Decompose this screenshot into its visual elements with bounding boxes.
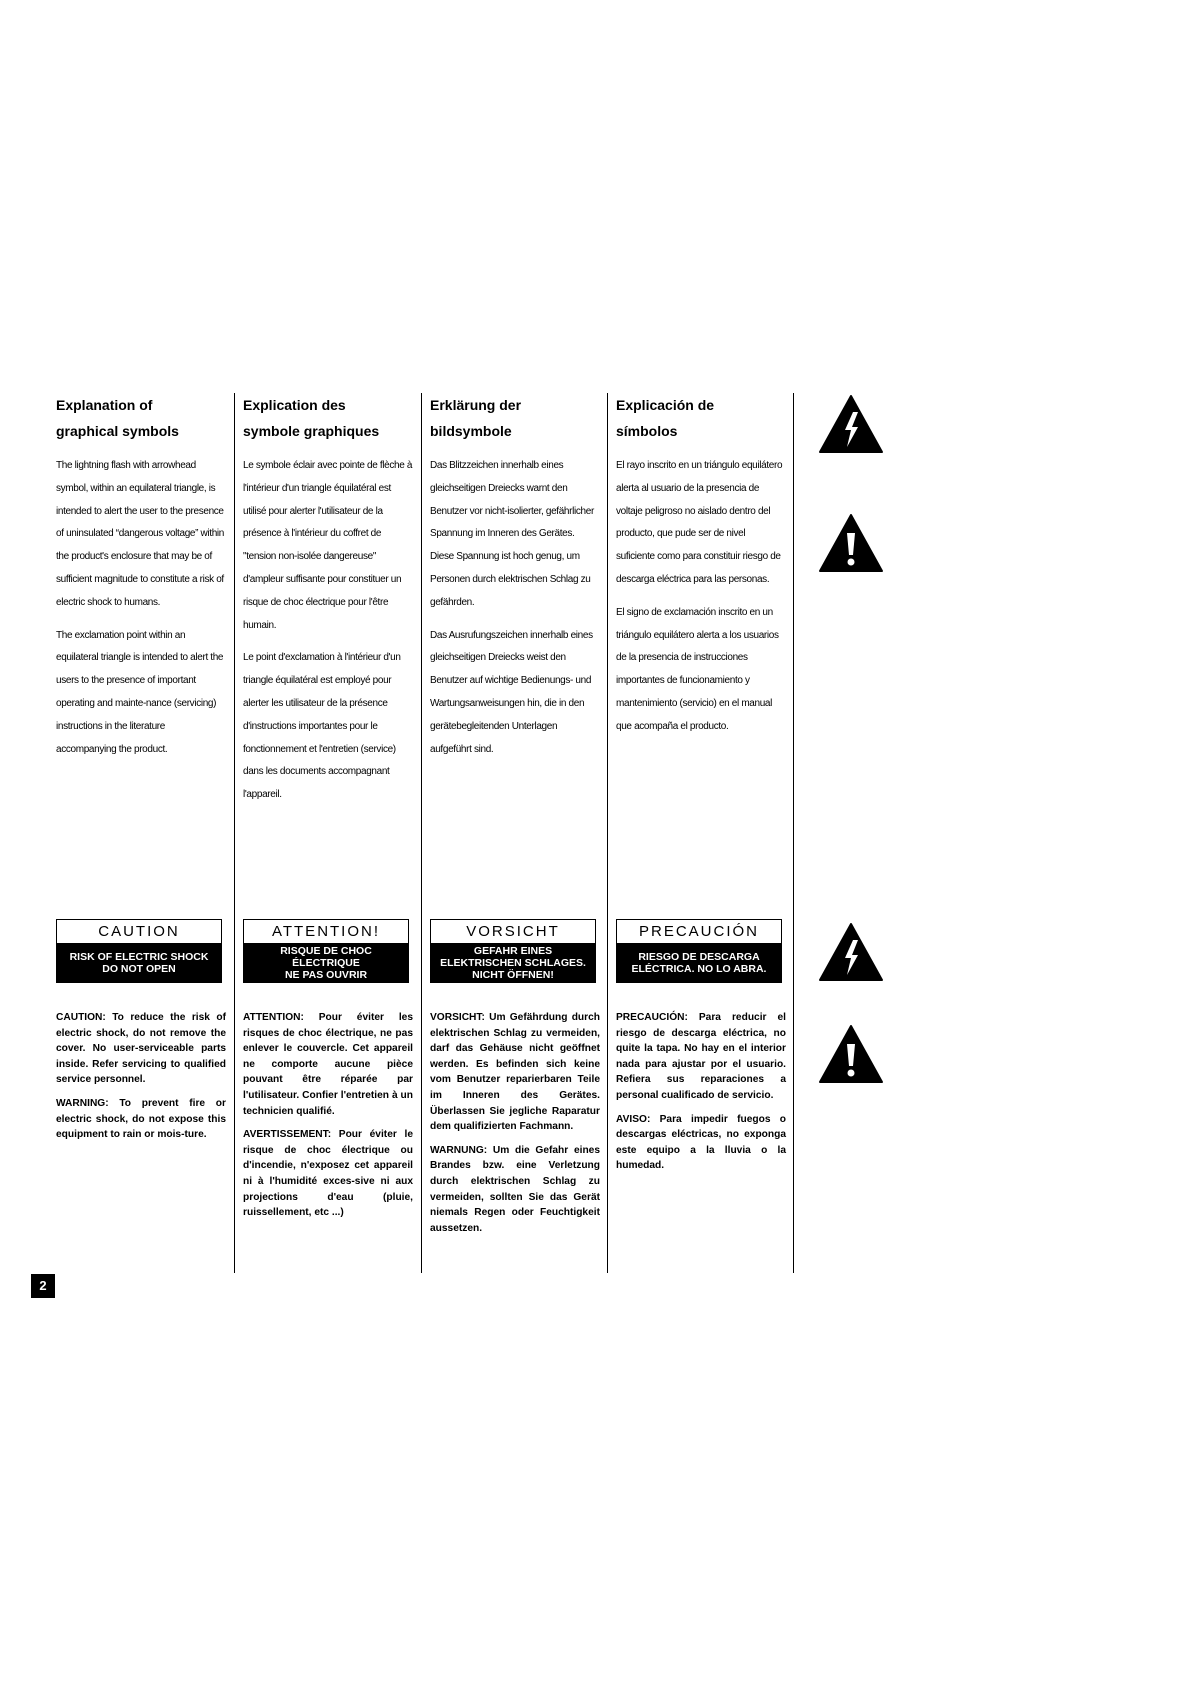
caution-label [243,919,409,983]
caution-label-heading: ATTENTION! [271,923,381,940]
lightning-triangle-icon [818,394,884,454]
caution-label-body: GEFAHR EINES ELEKTRISCHEN SCHLAGES. NICHT ÖFFNEN! [431,943,595,982]
symbol-explanation-text: Das Blitzzeichen innerhalb eines gleichseitigen Dreiecks warnt den Benutzer vor nicht-isolierter, gefährlicher Spannung im Inneren des Gerätes. Diese Spannung ist hoch genug, um Personen durch elektrischen Schlag zu gefährden. Das Ausrufungszeichen innerhalb eines gleichseitigen Dreiecks weist den Benutzer auf wichtige Bedienungs- und Wartungsanweisungen hin, die in den gerätebegleitenden Unterlagen aufgeführt sind. [430,460,594,755]
symbol-explanation-text: El rayo inscrito en un triángulo equilátero alerta al usuario de la presencia de voltaje peligroso no aislado dentro del producto, que pude ser de nivel suficiente como para constituir riesgo de descarga eléctrica para las personas. El signo de exclamación inscrito en un triángulo equilátero alerta a los usuarios de la presencia de instrucciones importantes de funcionamiento y mantenimiento (servicio) en el manual que acompaña el producto. [616,460,783,732]
column-title: Erklärung der bildsymbole [430,397,522,439]
warning-text: CAUTION: To reduce the risk of electric shock, do not remove the cover. No user-serviceable parts inside. Refer servicing to qualified service personnel. WARNING: To prevent fire or electric shock, do not expose this equipment to rain or mois-ture. [56,1012,226,1141]
caution-label [616,919,782,983]
caution-label-body: RISQUE DE CHOC ÉLECTRIQUE NE PAS OUVRIR [244,943,408,982]
caution-label [56,919,222,983]
column-divider [421,393,422,1273]
column-divider [234,393,235,1273]
page-number: 2 [31,1274,55,1298]
caution-label-body: RIESGO DE DESCARGA ELÉCTRICA. NO LO ABRA. [617,943,781,982]
exclamation-triangle-icon [818,513,884,573]
caution-label [430,919,596,983]
warning-text: PRECAUCIÓN: Para reducir el riesgo de descarga eléctrica, no quite la tapa. No hay en el interior nada para ajustar por el usuario. Refiera sus reparaciones a personal cualificado de servicio. AVISO: Para impedir fuegos o descargas eléctricas, no exponga este equipo a la lluvia o la humedad. [616,1012,786,1172]
caution-label-heading: PRECAUCIÓN [638,923,759,940]
caution-label-heading: VORSICHT [466,923,560,940]
column-divider [793,393,794,1273]
caution-label-heading: CAUTION [98,923,180,940]
column-title: Explication des symbole graphiques [243,397,380,439]
warning-text: VORSICHT: Um Gefährdung durch elektrischen Schlag zu vermeiden, darf das Gehäuse nicht geöffnet werden. Es befinden sich keine vom Benutzer reparierbaren Teile im Inneren des Gerätes. Überlassen Sie jegliche Raparatur dem qualifizierten Fachmann. WARNUNG: Um die Gefahr eines Brandes bzw. eine Verletzung durch elektrischen Schlag zu vermeiden, sollten Sie das Gerät niemals Regen oder Feuchtigkeit aussetzen. [430,1012,600,1234]
column-divider [607,393,608,1273]
column-title: Explanation of graphical symbols [56,397,179,439]
lightning-triangle-icon [818,922,884,982]
symbol-explanation-text: Le symbole éclair avec pointe de flèche à l'intérieur d'un triangle équilatéral est utilisé pour alerter l'utilisateur de la présence à l'intérieur du coffret de "tension non-isolée dangereuse" d'ampleur suffisante pour constituer un risque de choc électrique pour l'être humain. Le point d'exclamation à l'intérieur d'un triangle équilatéral est employé pour alerter les utilisateur de la présence d'instructions importantes pour le fonctionnement et l'entretien (service) dans les documents accompagnant l'appareil. [243,460,413,801]
column-title: Explicación de símbolos [616,397,715,439]
caution-label-body: RISK OF ELECTRIC SHOCK DO NOT OPEN [57,943,221,982]
warning-text: ATTENTION: Pour éviter les risques de choc électrique, ne pas enlever le couvercle. Cet appareil ne comporte aucune pièce pouvant être réparée par l'utilisateur. Confier l'entretien à un technicien qualifié. AVERTISSEMENT: Pour éviter le risque de choc électrique ou d'incendie, n'exposez cet appareil ni à l'humidité exces-sive ni aux projections d'eau (pluie, ruissellement, etc ...) [243,1012,413,1219]
exclamation-triangle-icon [818,1024,884,1084]
symbol-explanation-text: The lightning flash with arrowhead symbol, within an equilateral triangle, is intended to alert the user to the presence of uninsulated “dangerous voltage” within the product's enclosure that may be of sufficient magnitude to constitute a risk of electric shock to humans. The exclamation point within an equilateral triangle is intended to alert the users to the presence of important operating and mainte-nance (servicing) instructions in the literature accompanying the product. [56,460,224,755]
